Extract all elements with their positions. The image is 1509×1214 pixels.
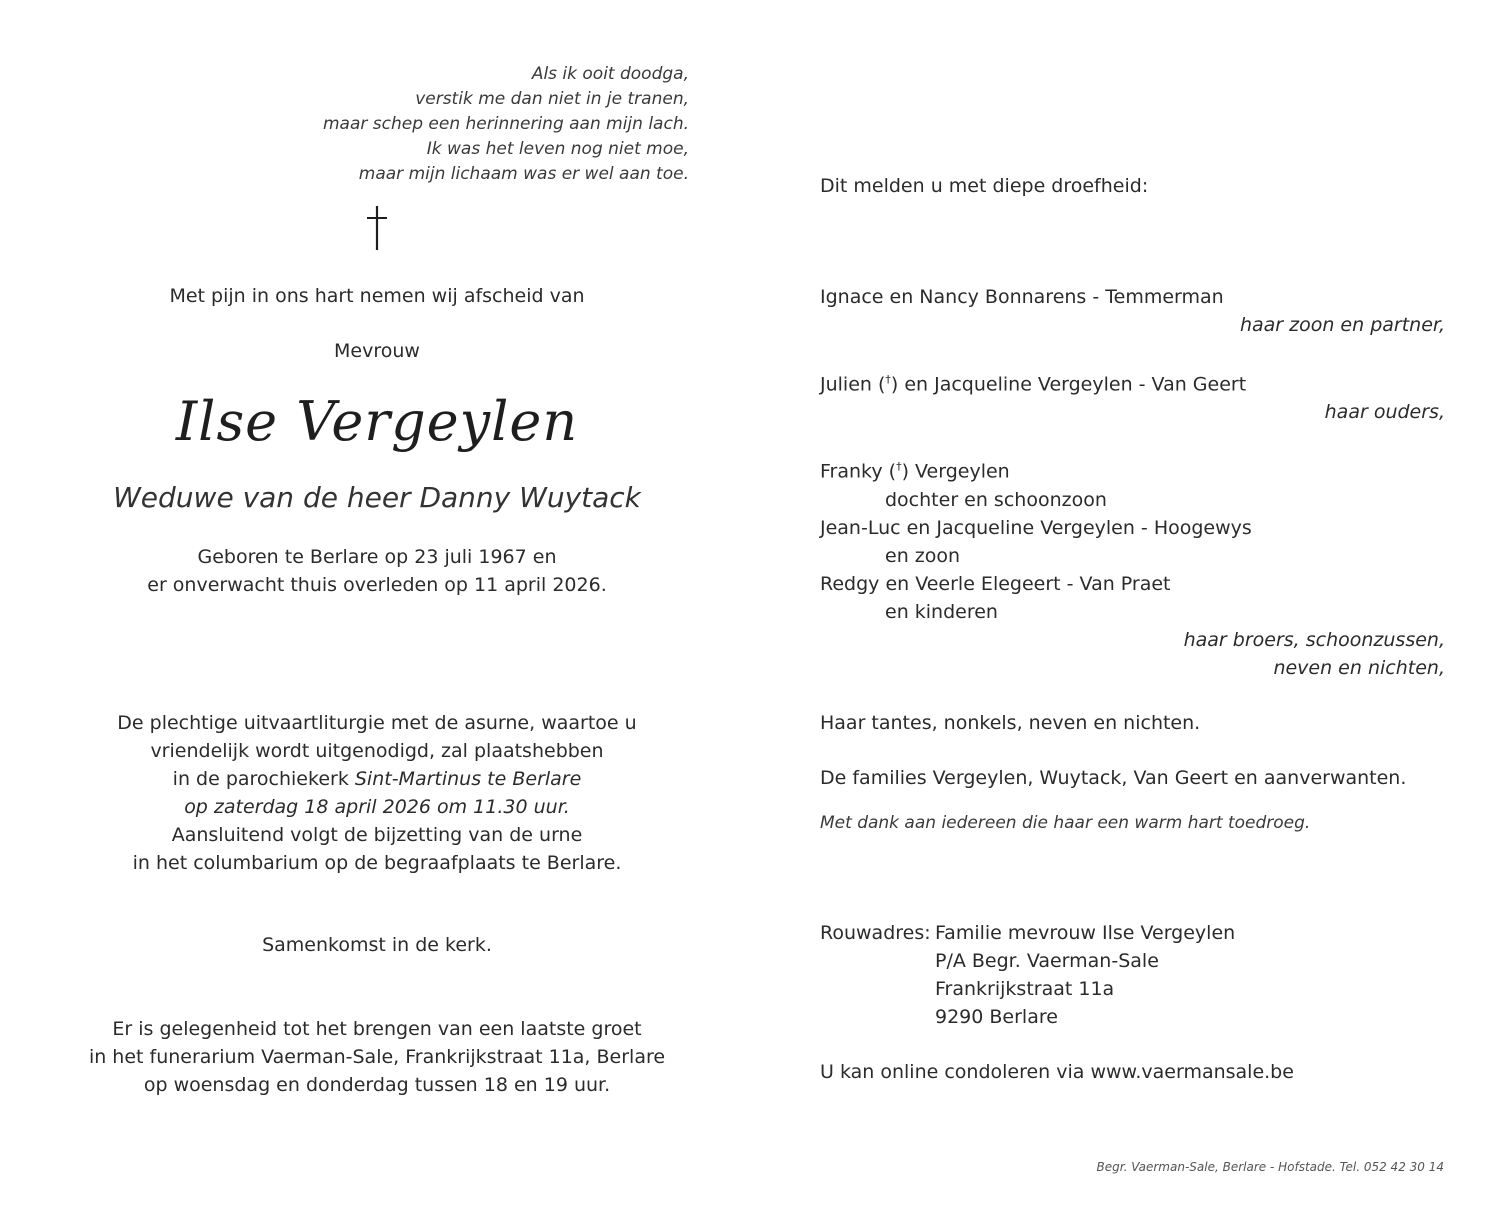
family-brother xyxy=(820,453,1445,485)
family-role: haar zoon en partner, xyxy=(1239,314,1445,336)
church-name: Sint-Martinus te Berlare xyxy=(354,768,582,790)
liturgy-block xyxy=(0,709,754,877)
family-sub: dochter en schoonzoon xyxy=(885,488,1107,511)
poem-line: maar mijn lichaam was er wel aan toe. xyxy=(358,164,689,184)
address-line: 9290 Berlare xyxy=(935,1006,1058,1028)
address-line: P/A Begr. Vaerman-Sale xyxy=(935,950,1159,972)
family-sub: en zoon xyxy=(885,544,961,567)
visitation-line: op woensdag en donderdag tussen 18 en 19 uur. xyxy=(143,1074,611,1096)
online-condolence: U kan online condoleren via www.vaermansale.be xyxy=(820,1061,1294,1083)
family-role: haar ouders, xyxy=(1324,401,1445,424)
poem-line: Als ik ooit doodga, xyxy=(531,64,689,84)
liturgy-church-prefix: in de parochiekerk xyxy=(172,768,355,790)
parents-text: Julien ( xyxy=(820,373,886,396)
family-parents xyxy=(820,366,1445,398)
deceased-cross-icon: † xyxy=(896,460,902,474)
salutation: Mevrouw xyxy=(334,340,420,362)
widow-line: Weduwe van de heer Danny Wuytack xyxy=(113,481,641,514)
liturgy-line: vriendelijk wordt uitgenodigd, zal plaatshebben xyxy=(150,740,604,762)
intro-text: Met pijn in ons hart nemen wij afscheid van xyxy=(169,285,585,307)
family-role: haar broers, schoonzussen, xyxy=(1183,628,1445,651)
visitation-block xyxy=(0,1015,754,1099)
deceased-cross-icon: † xyxy=(885,373,891,386)
liturgy-line xyxy=(0,765,754,793)
family-list xyxy=(820,283,1445,792)
address-label: Rouwadres: xyxy=(820,922,931,944)
poem-line: maar schep een herinnering aan mijn lach. xyxy=(322,114,689,134)
liturgy-line: in het columbarium op de begraafplaats te Berlare. xyxy=(132,852,622,874)
poem-line: verstik me dan niet in je tranen, xyxy=(415,89,689,109)
poem-line: Ik was het leven nog niet moe, xyxy=(426,139,689,159)
deceased-name: Ilse Vergeylen xyxy=(175,390,579,453)
family-aunts: Haar tantes, nonkels, neven en nichten. xyxy=(820,711,1201,734)
died-line: er onverwacht thuis overleden op 11 april 2026. xyxy=(147,574,607,596)
family-families: De families Vergeylen, Wuytack, Van Geert en aanverwanten. xyxy=(820,766,1407,789)
brother-text: Franky ( xyxy=(820,460,897,483)
liturgy-line: Aansluitend volgt de bijzetting van de urne xyxy=(171,824,583,846)
address-line: Familie mevrouw Ilse Vergeylen xyxy=(935,922,1236,944)
gathering-text: Samenkomst in de kerk. xyxy=(262,934,492,956)
visitation-line: in het funerarium Vaerman-Sale, Frankrijkstraat 11a, Berlare xyxy=(88,1046,666,1068)
family-role: neven en nichten, xyxy=(1273,656,1445,679)
family-sub: en kinderen xyxy=(885,600,998,623)
footer-credit: Begr. Vaerman-Sale, Berlare - Hofstade. Tel. 052 42 30 14 xyxy=(1096,1160,1444,1174)
family-brother: Redgy en Veerle Elegeert - Van Praet xyxy=(820,572,1171,595)
family-brother: Jean-Luc en Jacqueline Vergeylen - Hoogewys xyxy=(820,516,1252,539)
liturgy-line: De plechtige uitvaartliturgie met de asurne, waartoe u xyxy=(117,712,637,734)
thanks-text: Met dank aan iedereen die haar een warm hart toedroeg. xyxy=(820,813,1311,833)
liturgy-date: op zaterdag 18 april 2026 om 11.30 uur. xyxy=(184,796,570,818)
address-line: Frankrijkstraat 11a xyxy=(935,978,1115,1000)
brother-text: ) Vergeylen xyxy=(901,460,1010,483)
poem xyxy=(323,62,689,187)
cross-icon xyxy=(362,204,392,252)
mourning-address xyxy=(820,919,1445,1031)
announcement: Dit melden u met diepe droefheid: xyxy=(820,175,1149,197)
family-son: Ignace en Nancy Bonnarens - Temmerman xyxy=(820,286,1224,308)
parents-text: ) en Jacqueline Vergeylen - Van Geert xyxy=(890,373,1247,396)
life-dates xyxy=(0,543,754,599)
visitation-line: Er is gelegenheid tot het brengen van een laatste groet xyxy=(112,1018,642,1040)
born-line: Geboren te Berlare op 23 juli 1967 en xyxy=(197,546,557,568)
